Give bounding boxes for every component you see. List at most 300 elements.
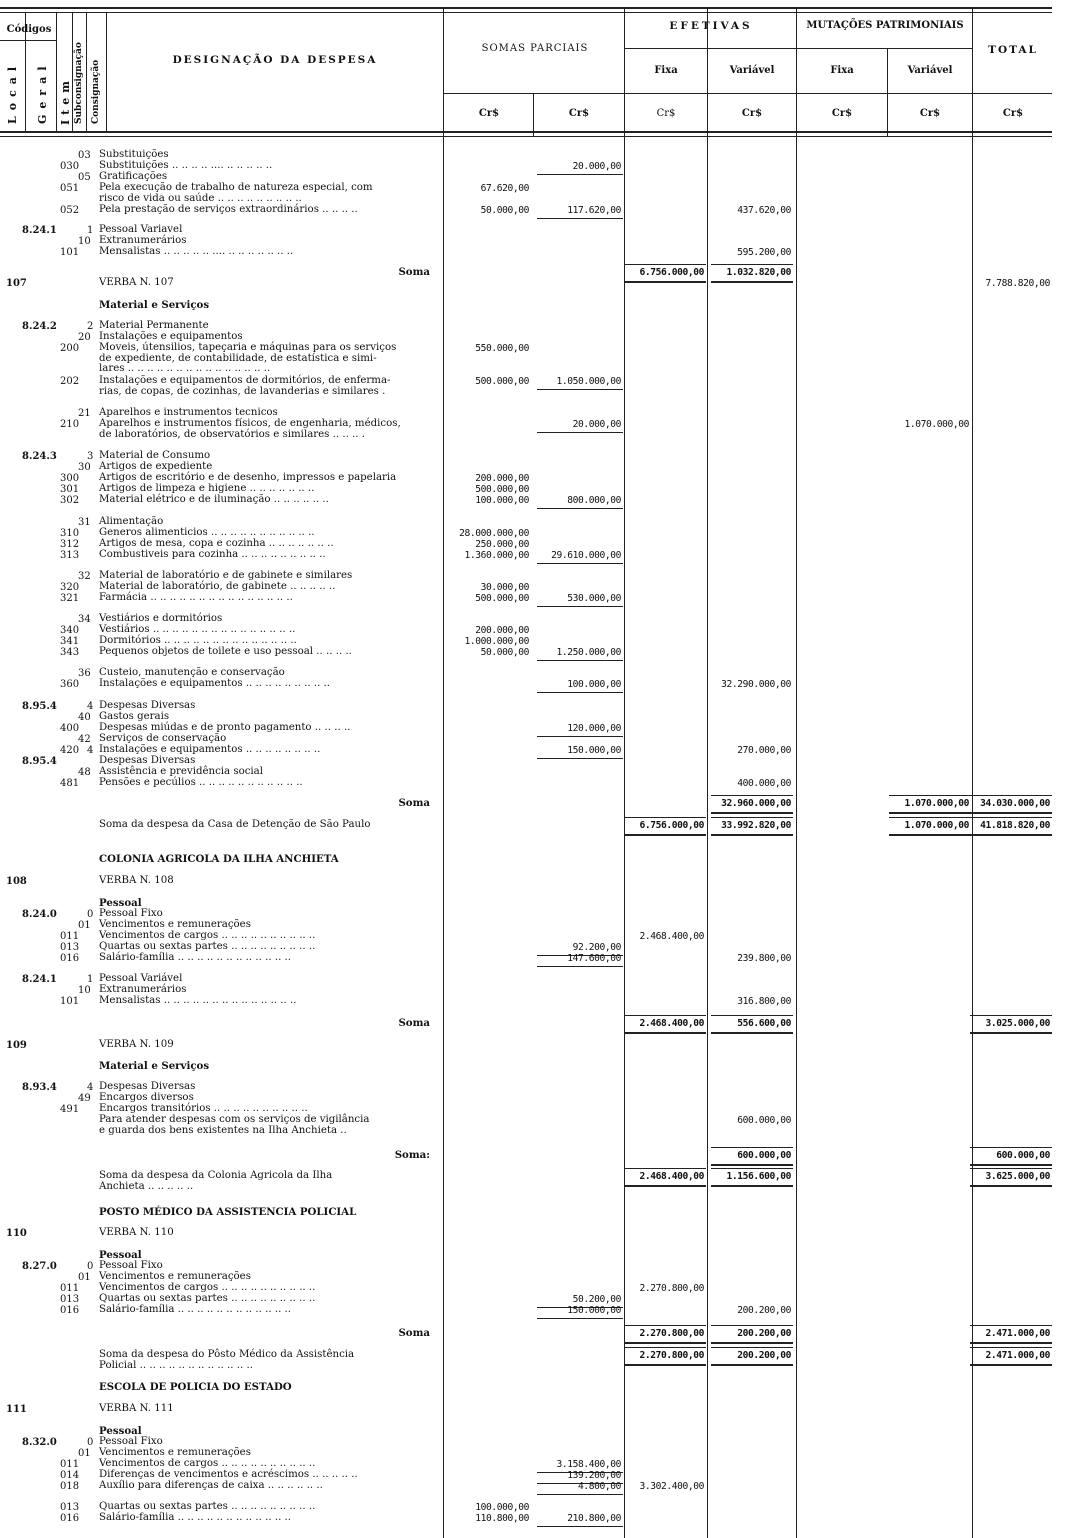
- designacao-text: Diferenças de vencimentos e acréscimos .. .. .. .. ..: [99, 1469, 358, 1480]
- designacao-text: Quartas ou sextas partes .. .. .. .. .. .. .. .. ..: [99, 941, 316, 952]
- total-rule: [970, 1342, 1052, 1344]
- col-rule-cons: [106, 12, 107, 133]
- soma-label: Soma:: [394, 1149, 430, 1161]
- designacao-text: Pela execução de trabalho de natureza especial, com risco de vida ou saúde .. .. .. .. .. .. .. .. ..: [99, 182, 373, 204]
- designacao-text: Farmácia .. .. .. .. .. .. .. .. .. .. .. .. .. .. ..: [99, 592, 293, 603]
- total-rule: [711, 1164, 793, 1166]
- efetivas-header: EFETIVAS: [669, 20, 753, 32]
- designacao-text: Substituições .. .. .. .. .... .. .. .. .. ..: [99, 160, 273, 171]
- code-consignacao: 011: [60, 1283, 80, 1294]
- code-item: 30: [78, 462, 91, 473]
- code-consignacao: 200: [60, 343, 80, 354]
- designacao-text: Salário-família .. .. .. .. .. .. .. .. .. .. .. ..: [99, 952, 292, 963]
- code-item: 21: [78, 408, 91, 419]
- total-rule: [711, 1168, 793, 1169]
- designacao-text: Vencimentos de cargos .. .. .. .. .. .. .. .. .. ..: [99, 1458, 316, 1469]
- designacao-text: Pessoal Variavel: [99, 224, 183, 235]
- total-rule: [889, 834, 971, 836]
- amount-ef: 3.302.400,00: [639, 1481, 704, 1492]
- designacao-text: Pessoal: [99, 1249, 142, 1261]
- amount-s1: 1.000.000,00: [464, 636, 529, 647]
- total-rule: [711, 834, 793, 836]
- code-consignacao: 03: [78, 150, 91, 161]
- amount-s2: 92.200,00: [572, 942, 621, 953]
- amount-ef: 6.756.000,00: [639, 820, 704, 831]
- subtotal-underline: [537, 508, 623, 509]
- amount-s1: 200.000,00: [475, 625, 529, 636]
- amount-s1: 67.620,00: [480, 183, 529, 194]
- total-rule: [970, 812, 1052, 814]
- amount-s1: 100.000,00: [475, 1502, 529, 1513]
- total-rule: [970, 1325, 1052, 1326]
- designacao-text: Instalações e equipamentos: [99, 331, 243, 342]
- designacao-text: VERBA N. 109: [99, 1039, 174, 1050]
- amount-ef: 2.270.800,00: [639, 1328, 704, 1339]
- code-consignacao: 343: [60, 647, 80, 658]
- amount-t: 7.788.820,00: [985, 278, 1050, 289]
- code-consignacao: 011: [60, 931, 80, 942]
- code-item: 01: [78, 1448, 91, 1459]
- mut-fixa-header: Fixa: [830, 65, 854, 76]
- code-local: 8.24.1: [22, 225, 57, 236]
- code-local: 8.32.0: [22, 1437, 57, 1448]
- designacao-text: Custeio, manutenção e conservação: [99, 667, 285, 678]
- amount-ef: 2.468.400,00: [639, 1018, 704, 1029]
- designacao-text: Material de laboratório, de gabinete .. .. .. .. ..: [99, 581, 336, 592]
- header-bottom-rule: [0, 131, 1052, 133]
- designacao-text: Instalações e equipamentos de dormitórios, de enferma- rias, de copas, de cozinhas, de lavanderias e similares .: [99, 375, 391, 397]
- code-local: 109: [6, 1040, 27, 1051]
- designacao-text: Para atender despesas com os serviços de vigilância e guarda dos bens existentes na Ilha Anchieta ..: [99, 1114, 370, 1136]
- code-consignacao: 052: [60, 205, 80, 216]
- code-consignacao: 013: [60, 1294, 80, 1305]
- total-rule: [970, 834, 1052, 836]
- code-consignacao: 011: [60, 1459, 80, 1470]
- designacao-text: Material de laboratório e de gabinete e similares: [99, 570, 353, 581]
- geral-header: Geral: [36, 60, 49, 124]
- designacao-text: Despesas Diversas: [99, 1081, 196, 1092]
- code-local: 107: [6, 278, 27, 289]
- code-item: 0: [87, 1437, 94, 1448]
- code-local: 8.24.0: [22, 909, 57, 920]
- designacao-text: Generos alimenticios .. .. .. .. .. .. .. .. .. .. ..: [99, 527, 315, 538]
- amount-s1: 50.000,00: [480, 205, 529, 216]
- item-header: Item: [59, 76, 72, 125]
- designacao-text: Pessoal Variável: [99, 973, 183, 984]
- total-rule: [711, 1325, 793, 1326]
- total-rule: [624, 1325, 706, 1326]
- amount-s1: 110.800,00: [475, 1513, 529, 1524]
- code-item: 10: [78, 236, 91, 247]
- total-rule: [889, 817, 971, 818]
- subtotal-underline: [537, 736, 623, 737]
- amount-s2: 150.000,00: [567, 745, 621, 756]
- code-item: 20: [78, 332, 91, 343]
- designacao-text: Vestiários e dormitórios: [99, 613, 223, 624]
- amount-s1: 250.000,00: [475, 539, 529, 550]
- total-rule: [970, 795, 1052, 796]
- subtotal-underline: [537, 389, 623, 390]
- total-rule: [970, 817, 1052, 818]
- total-rule: [711, 1364, 793, 1366]
- col-rule-mf: [887, 48, 888, 137]
- designacao-text: Extranumerários: [99, 984, 187, 995]
- designacao-text: Artigos de expediente: [99, 461, 213, 472]
- total-header: TOTAL: [988, 44, 1038, 56]
- amount-ev: 239.800,00: [737, 953, 791, 964]
- designacao-text: VERBA N. 108: [99, 875, 174, 886]
- code-item: 1: [87, 225, 94, 236]
- subtotal-underline: [537, 606, 623, 607]
- currency-ev: Cr$: [741, 108, 763, 119]
- consignacao-header: Consignação: [91, 59, 101, 124]
- code-consignacao: 016: [60, 1513, 80, 1524]
- amount-s1: 200.000,00: [475, 473, 529, 484]
- total-rule: [889, 795, 971, 796]
- designacao-text: Serviços de conservação: [99, 733, 227, 744]
- designacao-text: Pessoal Fixo: [99, 1436, 163, 1447]
- col-rule-desc: [443, 8, 444, 1538]
- subtotal-underline: [537, 174, 623, 175]
- amount-ef: 2.468.400,00: [639, 931, 704, 942]
- code-item: 49: [78, 1093, 91, 1104]
- code-item: 42: [78, 734, 91, 745]
- amount-t: 600.000,00: [996, 1150, 1050, 1161]
- code-local: 108: [6, 876, 27, 887]
- amount-ev: 1.156.600,00: [726, 1171, 791, 1182]
- fixa-header: Fixa: [654, 65, 678, 76]
- code-consignacao: 016: [60, 953, 80, 964]
- designacao-text: Vencimentos de cargos .. .. .. .. .. .. .. .. .. ..: [99, 1282, 316, 1293]
- currency-ef: Cr$: [656, 108, 676, 119]
- amount-s2: 50.200,00: [572, 1294, 621, 1305]
- mut-variavel-header: Variável: [907, 65, 953, 76]
- amount-ev: 400.000,00: [737, 778, 791, 789]
- code-item: 4: [87, 745, 94, 756]
- subtotal-underline: [537, 432, 623, 433]
- header-sub-rule-2: [443, 93, 1052, 94]
- amount-s1: 30.000,00: [480, 582, 529, 593]
- designacao-text: POSTO MÉDICO DA ASSISTENCIA POLICIAL: [99, 1206, 357, 1218]
- designacao-text: Quartas ou sextas partes .. .. .. .. .. .. .. .. ..: [99, 1501, 316, 1512]
- total-rule: [624, 1364, 706, 1366]
- subtotal-underline: [537, 1494, 623, 1495]
- code-consignacao: 301: [60, 484, 80, 495]
- designacao-text: Pequenos objetos de toilete e uso pessoal .. .. .. ..: [99, 646, 352, 657]
- subtotal-underline: [537, 966, 623, 967]
- designacao-text: Pessoal Fixo: [99, 908, 163, 919]
- designacao-text: Salário-família .. .. .. .. .. .. .. .. .. .. .. ..: [99, 1304, 292, 1315]
- designacao-text: Vencimentos e remunerações: [99, 919, 251, 930]
- amount-s2: 210.800,00: [567, 1513, 621, 1524]
- code-consignacao: 481: [60, 778, 80, 789]
- code-item: 31: [78, 517, 91, 528]
- designacao-text: Moveis, útensilios, tapeçaria e máquinas para os serviços de expediente, de contabilidade, de estatística e simi- lares .. .. .. .. .. .. .. .. .. .. .. .. .. .. ..: [99, 342, 397, 374]
- designacao-text: Despesas Diversas: [99, 755, 196, 766]
- code-consignacao: 302: [60, 495, 80, 506]
- amount-s1: 50.000,00: [480, 647, 529, 658]
- code-item: 34: [78, 614, 91, 625]
- soma-label: Soma: [398, 266, 430, 278]
- code-consignacao: 321: [60, 593, 80, 604]
- amount-s2: 800.000,00: [567, 495, 621, 506]
- codigos-header: Códigos: [6, 24, 52, 35]
- code-consignacao: 210: [60, 419, 80, 430]
- code-consignacao: 013: [60, 942, 80, 953]
- designacao-text: Vencimentos e remunerações: [99, 1447, 251, 1458]
- amount-s1: 1.360.000,00: [464, 550, 529, 561]
- amount-ev: 200.200,00: [737, 1305, 791, 1316]
- designacao-text: Vencimentos de cargos .. .. .. .. .. .. .. .. .. ..: [99, 930, 316, 941]
- header-bottom-rule-2: [0, 136, 1052, 137]
- code-local: 8.95.4: [22, 756, 57, 767]
- amount-t: 41.818.820,00: [980, 820, 1050, 831]
- code-item: 48: [78, 767, 91, 778]
- total-rule: [970, 1147, 1052, 1148]
- total-rule: [711, 1347, 793, 1348]
- code-local: 8.24.2: [22, 321, 57, 332]
- subtotal-underline: [537, 758, 623, 759]
- designacao-text: Gastos gerais: [99, 711, 170, 722]
- currency-s1: Cr$: [478, 108, 500, 119]
- designacao-text: Substituições: [99, 149, 169, 160]
- amount-ev: 200.200,00: [737, 1328, 791, 1339]
- amount-s2: 100.000,00: [567, 679, 621, 690]
- code-consignacao: 014: [60, 1470, 80, 1481]
- code-consignacao: 360: [60, 679, 80, 690]
- code-item: 40: [78, 712, 91, 723]
- code-consignacao: 101: [60, 996, 80, 1007]
- currency-mf: Cr$: [831, 108, 853, 119]
- top-rule-2: [0, 12, 1052, 13]
- amount-s1: 100.000,00: [475, 495, 529, 506]
- designacao-text: Artigos de escritório e de desenho, impressos e papelaria: [99, 472, 397, 483]
- code-consignacao: 313: [60, 550, 80, 561]
- code-consignacao: 018: [60, 1481, 80, 1492]
- subtotal-underline: [537, 563, 623, 564]
- currency-t: Cr$: [1002, 108, 1024, 119]
- amount-ev: 316.800,00: [737, 996, 791, 1007]
- amount-s2: 530.000,00: [567, 593, 621, 604]
- total-rule: [624, 264, 706, 265]
- top-rule: [0, 7, 1052, 9]
- total-rule: [711, 1342, 793, 1344]
- variavel-header: Variável: [729, 65, 775, 76]
- total-rule: [711, 281, 793, 283]
- code-local: 8.27.0: [22, 1261, 57, 1272]
- col-rule-subcons: [86, 12, 87, 133]
- amount-ev: 595.200,00: [737, 247, 791, 258]
- total-rule: [624, 1342, 706, 1344]
- code-consignacao: 400: [60, 723, 80, 734]
- amount-s2: 150.000,00: [567, 1305, 621, 1316]
- total-rule: [624, 1168, 706, 1169]
- total-rule: [711, 1185, 793, 1187]
- code-consignacao: 312: [60, 539, 80, 550]
- designacao-text: Mensalistas .. .. .. .. .. .... .. .. .. .. .. .. ..: [99, 246, 294, 257]
- amount-s1: 550.000,00: [475, 343, 529, 354]
- amount-s2: 147.600,00: [567, 953, 621, 964]
- amount-ev: 270.000,00: [737, 745, 791, 756]
- amount-ev: 32.290.000,00: [721, 679, 791, 690]
- designacao-text: Auxílio para diferenças de caixa .. .. .. .. .. ..: [99, 1480, 323, 1491]
- code-consignacao: 013: [60, 1502, 80, 1513]
- local-header: Local: [6, 60, 19, 124]
- amount-s2: 139.200,00: [567, 1470, 621, 1481]
- subtotal-underline: [537, 218, 623, 219]
- designacao-text: Despesas Diversas: [99, 700, 196, 711]
- designacao-header: DESIGNAÇÃO DA DESPESA: [172, 54, 378, 66]
- code-item: 01: [78, 920, 91, 931]
- amount-mv: 1.070.000,00: [904, 419, 969, 430]
- code-item: 3: [87, 451, 94, 462]
- designacao-text: Combustiveis para cozinha .. .. .. .. .. .. .. .. ..: [99, 549, 326, 560]
- total-rule: [624, 281, 706, 283]
- code-item: 1: [87, 974, 94, 985]
- amount-t: 2.471.000,00: [985, 1328, 1050, 1339]
- designacao-text: Pessoal: [99, 897, 142, 909]
- amount-ev: 600.000,00: [737, 1150, 791, 1161]
- somas-parciais-header: SOMAS PARCIAIS: [481, 43, 589, 54]
- code-consignacao: 101: [60, 247, 80, 258]
- total-rule: [624, 1347, 706, 1348]
- amount-s1: 28.000.000,00: [459, 528, 529, 539]
- designacao-text: Pensões e pecúlios .. .. .. .. .. .. .. .. .. .. ..: [99, 777, 303, 788]
- amount-t: 34.030.000,00: [980, 798, 1050, 809]
- amount-mv: 1.070.000,00: [904, 798, 969, 809]
- subtotal-underline: [537, 692, 623, 693]
- code-item: 10: [78, 985, 91, 996]
- codes-rule: [0, 40, 56, 41]
- code-local: 111: [6, 1404, 27, 1415]
- code-consignacao: 420: [60, 745, 80, 756]
- code-consignacao: 340: [60, 625, 80, 636]
- code-local: 8.95.4: [22, 701, 57, 712]
- code-consignacao: 016: [60, 1305, 80, 1316]
- amount-mv: 1.070.000,00: [904, 820, 969, 831]
- total-rule: [889, 812, 971, 814]
- amount-s2: 4.800,00: [577, 1481, 621, 1492]
- code-local: 8.24.1: [22, 974, 57, 985]
- amount-ev: 600.000,00: [737, 1115, 791, 1126]
- code-consignacao: 310: [60, 528, 80, 539]
- total-rule: [711, 1032, 793, 1034]
- amount-s1: 500.000,00: [475, 593, 529, 604]
- amount-t: 2.471.000,00: [985, 1350, 1050, 1361]
- designacao-text: Alimentação: [99, 516, 164, 527]
- subconsignacao-header: Subconsignação: [74, 42, 84, 124]
- designacao-text: Pela prestação de serviços extraordinários .. .. .. ..: [99, 204, 358, 215]
- designacao-text: COLONIA AGRICOLA DA ILHA ANCHIETA: [99, 853, 339, 865]
- code-item: 4: [87, 701, 94, 712]
- designacao-text: Dormitórios .. .. .. .. .. .. .. .. .. .. .. .. .. ..: [99, 635, 297, 646]
- code-item: 32: [78, 571, 91, 582]
- currency-s2: Cr$: [568, 108, 590, 119]
- designacao-text: Material e Serviços: [99, 1060, 210, 1072]
- designacao-text: VERBA N. 111: [99, 1403, 174, 1414]
- col-rule-geral: [56, 12, 57, 133]
- total-rule: [970, 1347, 1052, 1348]
- total-rule: [624, 817, 706, 818]
- designacao-text: Aparelhos e instrumentos físicos, de engenharia, médicos, de laboratórios, de observatórios e similares .. .. .. .: [99, 418, 401, 440]
- amount-ef: 2.270.800,00: [639, 1283, 704, 1294]
- designacao-text: Encargos transitórios .. .. .. .. .. .. .. .. .. ..: [99, 1103, 308, 1114]
- soma-label: Soma: [398, 1017, 430, 1029]
- code-consignacao: 202: [60, 376, 80, 387]
- code-item: 4: [87, 1082, 94, 1093]
- designacao-text: Salário-família .. .. .. .. .. .. .. .. .. .. .. ..: [99, 1512, 292, 1523]
- designacao-text: Vestiários .. .. .. .. .. .. .. .. .. .. .. .. .. .. ..: [99, 624, 296, 635]
- currency-mv: Cr$: [919, 108, 941, 119]
- code-consignacao: 051: [60, 183, 80, 194]
- total-rule: [970, 1015, 1052, 1016]
- designacao-text: Material Permanente: [99, 320, 209, 331]
- designacao-text: Pessoal: [99, 1425, 142, 1437]
- total-rule: [711, 817, 793, 818]
- total-rule: [970, 1185, 1052, 1187]
- code-item: 0: [87, 909, 94, 920]
- amount-ev: 1.032.820,00: [726, 267, 791, 278]
- soma-label: Soma: [398, 797, 430, 809]
- designacao-text: Despesas miúdas e de pronto pagamento .. .. .. ..: [99, 722, 351, 733]
- code-local: 8.24.3: [22, 451, 57, 462]
- designacao-text: Vencimentos e remunerações: [99, 1271, 251, 1282]
- amount-s2: 3.158.400,00: [556, 1459, 621, 1470]
- amount-ev: 32.960.000,00: [721, 798, 791, 809]
- amount-s2: 1.250.000,00: [556, 647, 621, 658]
- header-sub-rule: [625, 48, 972, 49]
- amount-t: 3.025.000,00: [985, 1018, 1050, 1029]
- total-rule: [711, 795, 793, 796]
- amount-ef: 2.468.400,00: [639, 1171, 704, 1182]
- subtotal-underline: [537, 1318, 623, 1319]
- amount-s2: 20.000,00: [572, 161, 621, 172]
- amount-ef: 2.270.800,00: [639, 1350, 704, 1361]
- total-rule: [711, 264, 793, 265]
- mutacoes-header: MUTAÇÕES PATRIMONIAIS: [806, 20, 964, 31]
- designacao-text: Encargos diversos: [99, 1092, 194, 1103]
- code-consignacao: 320: [60, 582, 80, 593]
- soma-label: Soma: [398, 1327, 430, 1339]
- code-consignacao: 300: [60, 473, 80, 484]
- total-rule: [970, 1168, 1052, 1169]
- total-rule: [711, 1015, 793, 1016]
- designacao-text: Material elétrico e de iluminação .. .. .. .. .. ..: [99, 494, 329, 505]
- designacao-text: ESCOLA DE POLICIA DO ESTADO: [99, 1381, 292, 1393]
- designacao-text: Instalações e equipamentos .. .. .. .. .. .. .. .. ..: [99, 678, 331, 689]
- amount-s2: 120.000,00: [567, 723, 621, 734]
- designacao-text: Gratificações: [99, 171, 168, 182]
- designacao-text: Pessoal Fixo: [99, 1260, 163, 1271]
- amount-ef: 6.756.000,00: [639, 267, 704, 278]
- code-consignacao: 030: [60, 161, 80, 172]
- subtotal-underline: [537, 1526, 623, 1527]
- total-rule: [624, 1015, 706, 1016]
- designacao-text: Aparelhos e instrumentos tecnicos: [99, 407, 278, 418]
- designacao-text: Mensalistas .. .. .. .. .. .. .. .. .. .. .. .. .. ..: [99, 995, 297, 1006]
- amount-ev: 437.620,00: [737, 205, 791, 216]
- total-rule: [711, 812, 793, 814]
- total-rule: [970, 1364, 1052, 1366]
- code-local: 110: [6, 1228, 27, 1239]
- total-rule: [711, 1147, 793, 1148]
- amount-s2: 29.610.000,00: [551, 550, 621, 561]
- amount-s2: 20.000,00: [572, 419, 621, 430]
- designacao-text: Instalações e equipamentos .. .. .. .. .. .. .. ..: [99, 744, 321, 755]
- col-rule-s2: [624, 8, 625, 1538]
- total-rule: [970, 1032, 1052, 1034]
- designacao-text: Material e Serviços: [99, 299, 210, 311]
